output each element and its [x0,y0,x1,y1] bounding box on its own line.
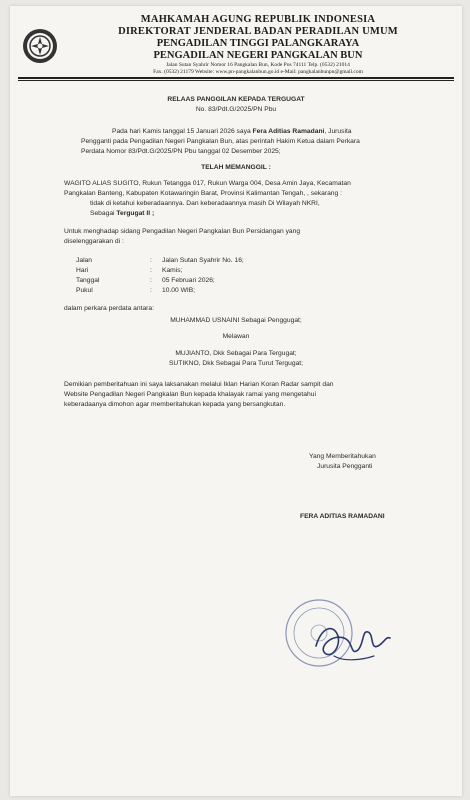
opening-line3: Perdata Nomor 83/Pdt.G/2025/PN Pbu tanggal 02 Desember 2025; [81,148,281,155]
closing-line2: Website Pengadilan Negeri Pangkalan Bun kepada khalayak ramai yang mengetahui [64,391,316,398]
letterhead-address: Jalan Sutan Syahrir Nomor 16 Pangkalan Bun, Kode Pos 74111 Telp. (0532) 21014 [166,62,350,68]
signature-role2: Jurusita Pengganti [317,463,373,470]
plaintiff: MUHAMMAD USNAINI Sebagai Penggugat; [170,317,302,324]
hearing-line2: diselenggarakan di : [64,238,124,245]
closing-line3: keberadaanya dimohon agar memberitahukan kepada yang bersangkutan. [64,401,286,408]
opening-line2: Pengganti pada Pengadilan Negeri Pangkalan Bun, atas perintah Hakim Ketua dalam Perkara [81,138,360,145]
signature-name: FERA ADITIAS RAMADANI [300,513,385,520]
called-line4: Sebagai Tergugat II ; [90,210,155,217]
opening-line1: Pada hari Kamis tanggal 15 Januari 2026 saya Fera Aditias Ramadani, Jurusita [112,128,352,135]
called-line2: Pangkalan Banteng, Kabupaten Kotawaringin Barat, Provinsi Kalimantan Tengah, , sekarang : [64,190,342,197]
detail-value-date: 05 Februari 2026; [162,277,215,284]
defendant-2: SUTIKNO, Dkk Sebagai Para Turut Tergugat; [168,360,304,367]
header-rule [18,77,454,79]
letterhead-line2: DIREKTORAT JENDERAL BADAN PERADILAN UMUM [118,26,398,37]
signature-role1: Yang Memberitahukan [309,453,376,460]
court-emblem-icon [22,28,58,64]
detail-colon: : [150,257,152,264]
detail-value-day: Kamis; [162,267,183,274]
document-number: No. 83/Pdt.G/2025/PN Pbu [195,106,277,113]
called-heading: TELAH MEMANGGIL : [201,164,271,171]
header-rule-thin [18,80,454,81]
closing-line1: Demikian pemberitahuan ini saya laksanakan melalui Iklan Harian Koran Radar sampit dan [64,381,334,388]
document-title: RELAAS PANGGILAN KEPADA TERGUGAT [167,96,305,103]
detail-value-time: 10.00 WIB; [162,287,196,294]
letterhead-line4: PENGADILAN NEGERI PANGKALAN BUN [153,50,363,61]
detail-label-date: Tanggal [76,277,100,284]
handwritten-signature-icon [304,616,394,666]
detail-colon: : [150,267,152,274]
detail-label-street: Jalan [76,257,92,264]
versus: Melawan [222,333,250,340]
case-intro: dalam perkara perdata antara: [64,305,154,312]
letterhead-line1: MAHKAMAH AGUNG REPUBLIK INDONESIA [140,14,376,25]
detail-colon: : [150,287,152,294]
called-line1: WAGITO ALIAS SUGITO, Rukun Tetangga 017, Rukun Warga 004, Desa Amin Jaya, Kecamatan [64,180,351,187]
detail-colon: : [150,277,152,284]
letterhead-contact: Fax. (0532) 21179 Website: www.pn-pangkalanbun.go.id e-Mail: pangkalanbunpn@gmail.com [153,69,363,75]
document-page [10,6,462,796]
detail-label-day: Hari [76,267,89,274]
hearing-line1: Untuk menghadap sidang Pengadilan Negeri Pangkalan Bun Persidangan yang [64,228,301,235]
called-line3: tidak di ketahui keberadaannya. Dan keberadaannya masih Di Wilayah NKRI, [90,200,320,207]
defendant-1: MUJIANTO, Dkk Sebagai Para Tergugat; [175,350,297,357]
detail-label-time: Pukul [76,287,93,294]
letterhead-line3: PENGADILAN TINGGI PALANGKARAYA [156,38,360,49]
detail-value-street: Jalan Sutan Syahrir No. 16; [162,257,244,264]
letterhead [68,14,448,76]
